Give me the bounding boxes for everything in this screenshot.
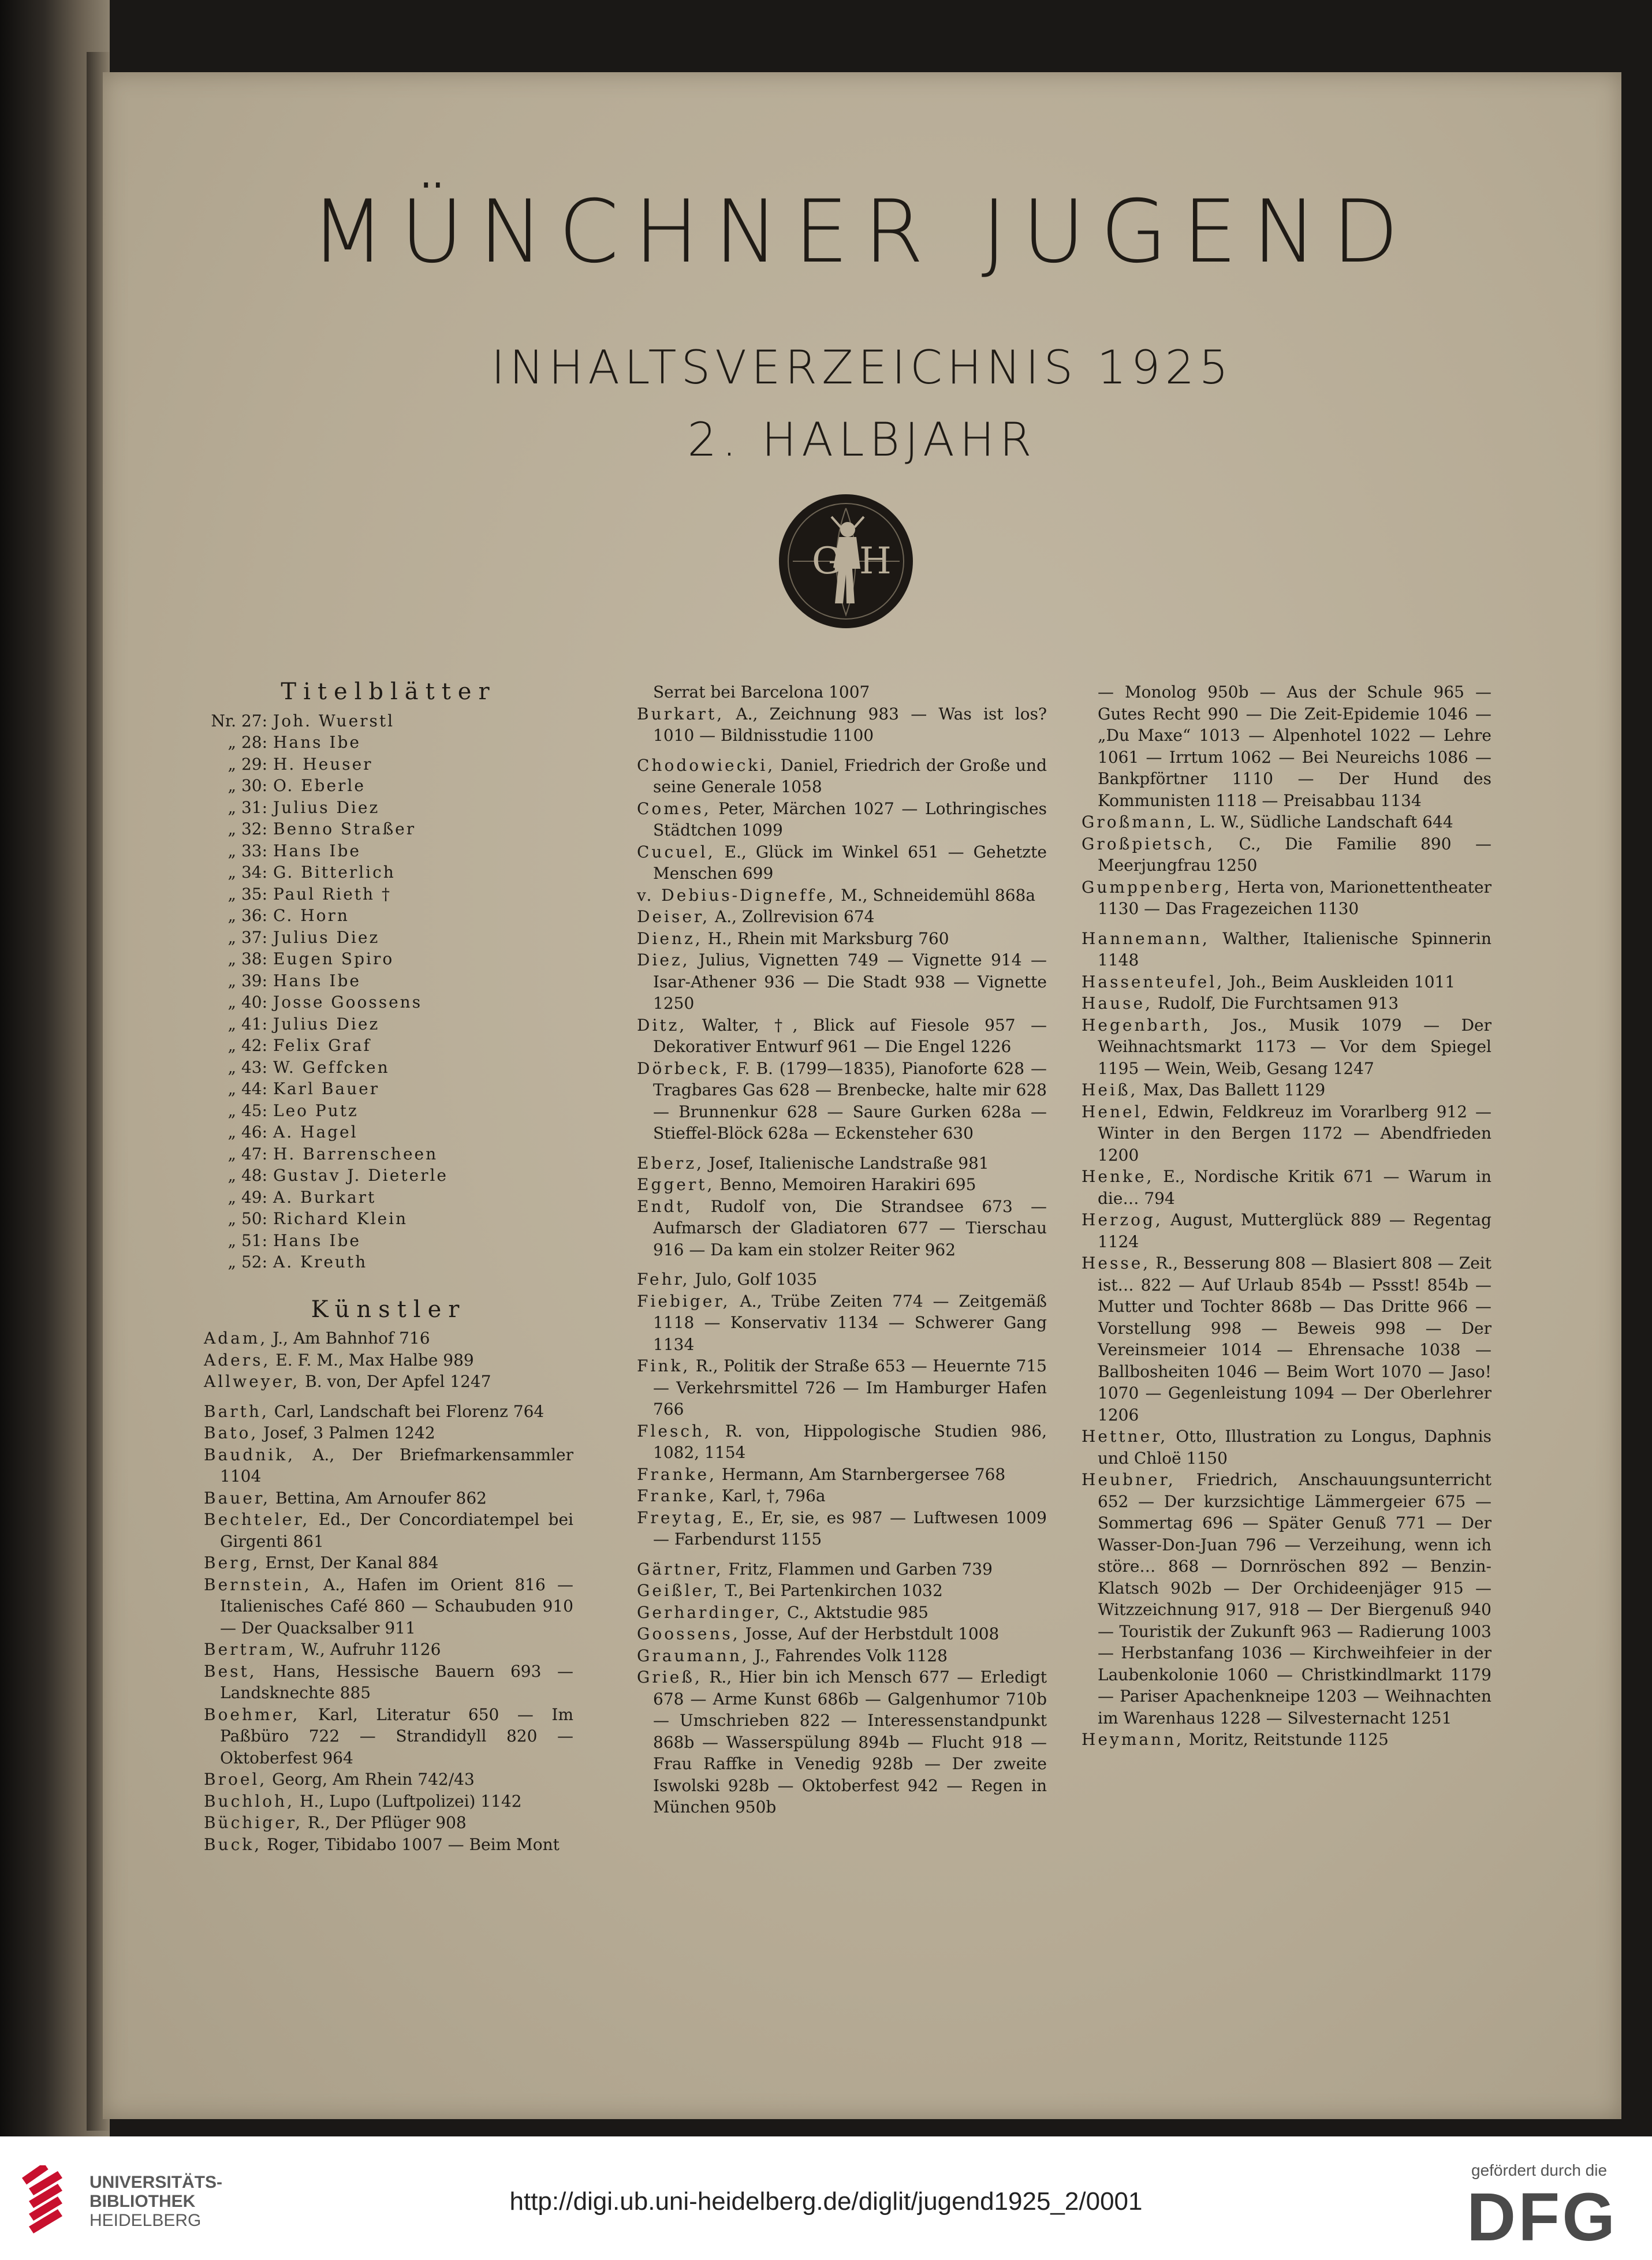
titelblatt-number: „ 47: <box>228 1144 267 1163</box>
artist-entry <box>637 1645 1047 1667</box>
artist-entry <box>637 1153 1047 1174</box>
titelblatt-number: „ 48: <box>228 1166 267 1185</box>
emblem-letter-h: H <box>859 540 892 583</box>
section-heading-kuenstler: Künstler <box>311 1296 467 1323</box>
artist-works: Rudolf von, Die Strandsee 673 — Aufmarsch der Gladiatoren 677 — Tierschau 916 — Da kam ein stolzer Reiter 962 <box>653 1196 1047 1259</box>
source-url-link[interactable]: http://digi.ub.uni-heidelberg.de/diglit/jugend1925_2/0001 <box>509 2187 1143 2216</box>
titelblatt-number: „ 40: <box>228 993 267 1012</box>
titelblatt-row <box>204 754 573 775</box>
kuenstler-list-part-2 <box>637 681 1047 1818</box>
artist-name: Barth, <box>204 1401 269 1421</box>
titelblatt-number: „ 33: <box>228 841 267 860</box>
artist-entry <box>204 1661 573 1704</box>
titelblatt-row <box>204 1057 573 1079</box>
artist-works: C., Die Familie 890 — Meerjungfrau 1250 <box>1098 834 1491 875</box>
titelblatt-row <box>204 1251 573 1273</box>
artist-works: August, Mutterglück 889 — Regentag 1124 <box>1098 1210 1491 1251</box>
emblem-letter-g: G <box>812 540 842 583</box>
page-subtitle: INHALTSVERZEICHNIS 1925 <box>491 341 1233 394</box>
artist-name: Fink, <box>637 1356 691 1375</box>
artist-name: Bato, <box>204 1423 259 1442</box>
titelblatt-row <box>204 1013 573 1035</box>
artist-name: Dörbeck, <box>637 1058 730 1078</box>
artist-works: A., Der Briefmarkensammler 1104 <box>220 1445 573 1486</box>
artist-entry <box>637 885 1047 907</box>
artist-works: Hermann, Am Starnbergersee 768 <box>716 1464 1006 1484</box>
artist-entry <box>637 1602 1047 1624</box>
artist-works: Karl, Literatur 650 — Im Paßbüro 722 — Strandidyll 820 — Oktoberfest 964 <box>220 1705 573 1767</box>
artist-name: Eberz, <box>637 1153 704 1173</box>
artist-entry <box>637 1485 1047 1507</box>
artist-works: B. von, Der Apfel 1247 <box>300 1372 491 1391</box>
titelblatt-artist: Richard Klein <box>273 1209 408 1228</box>
page-title: MÜNCHNER JUGEND <box>310 182 1414 282</box>
titelblatt-artist: H. Barrenscheen <box>273 1144 438 1163</box>
titelblatt-row <box>204 732 573 754</box>
artist-entry <box>204 1422 573 1444</box>
gh-emblem-icon <box>778 494 914 629</box>
titelblatt-artist: Julius Diez <box>273 927 380 947</box>
artist-entry <box>637 928 1047 950</box>
kuenstler-list-part-1 <box>204 1327 573 1855</box>
artist-name: Hettner, <box>1082 1427 1168 1446</box>
artist-entry <box>1082 833 1491 877</box>
artist-name: Franke, <box>637 1464 717 1484</box>
artist-name: Gärtner, <box>637 1559 724 1579</box>
artist-entry <box>637 1355 1047 1420</box>
titelblatt-artist: Joh. Wuerstl <box>273 711 395 730</box>
artist-works: Friedrich, Anschauungsunterricht 652 — Der kurzsichtige Lämmergeier 675 — Sommertag 696 — Später Genuß 771 — Der Wasser-Don-Juan 796 — Verzeihung, wenn ich störe… 868 — Dornröschen 892 — Benzin-Klatsch 902b — Der Orchideenjäger 915 — Witzzeichnung 917, 918 — Der Biergenuß 940 — Touristik der Zukunft 963 — Radierung 1003 — Herbstanfang 1036 — Kirchweihfeier in der Laubenkolonie 1060 — Christkindlmarkt 1179 — Pariser Apachenkneipe 1203 — Weihnachten im Warenhaus 1228 — Silvesternacht 1251 <box>1098 1470 1491 1728</box>
titelblatt-row <box>204 862 573 883</box>
artist-works: C., Aktstudie 985 <box>782 1602 928 1622</box>
footer-bar <box>0 2136 1652 2260</box>
artist-works: Joh., Beim Auskleiden 1011 <box>1224 972 1456 991</box>
sponsor-label: gefördert durch die <box>1471 2161 1608 2179</box>
titelblatt-row <box>204 1100 573 1122</box>
titelblatt-artist: Hans Ibe <box>273 841 361 860</box>
artist-entry <box>637 1015 1047 1058</box>
section-heading-titelblaetter: Titelblätter <box>281 678 497 705</box>
artist-name: Fehr, <box>637 1270 690 1289</box>
artist-works: L. W., Südliche Landschaft 644 <box>1194 812 1453 831</box>
artist-name: Bertram, <box>204 1640 296 1659</box>
artist-works: F. B. (1799—1835), Pianoforte 628 — Tragbares Gas 628 — Brenbecke, halte mir 628 — Brunnenkur 628 — Saure Gurken 628a — Stieffel-Blöck 628a — Eckensteher 630 <box>653 1058 1047 1143</box>
artist-name: Boehmer, <box>204 1705 300 1724</box>
artist-works: Bettina, Am Arnoufer 862 <box>270 1488 487 1508</box>
titelblatt-number: „ 36: <box>228 906 267 925</box>
artist-works: R., Der Pflüger 908 <box>302 1813 467 1832</box>
titelblatt-row <box>204 948 573 970</box>
artist-name: Bechteler, <box>204 1510 310 1529</box>
artist-entry <box>637 1507 1047 1550</box>
artist-works: J., Fahrendes Volk 1128 <box>749 1646 948 1665</box>
artist-name: Chodowiecki, <box>637 755 775 775</box>
artist-works: Peter, Märchen 1027 — Lothringisches Städtchen 1099 <box>653 799 1047 840</box>
artist-works: Josef, 3 Palmen 1242 <box>258 1423 435 1442</box>
artist-works: A., Zeichnung 983 — Was ist los? 1010 — Bildnisstudie 1100 <box>653 704 1047 745</box>
library-line-3: HEIDELBERG <box>90 2211 202 2230</box>
titelblatt-number: „ 45: <box>228 1101 267 1120</box>
artist-entry <box>1082 1469 1491 1729</box>
titelblatt-row <box>204 1035 573 1057</box>
titelblatt-number: Nr. 27: <box>211 711 267 730</box>
artist-entry <box>637 755 1047 798</box>
artist-works: Edwin, Feldkreuz im Vorarlberg 912 — Winter in den Bergen 1172 — Abendfrieden 1200 <box>1098 1102 1491 1165</box>
artist-entry <box>1082 1729 1491 1751</box>
titelblatt-row <box>204 927 573 949</box>
artist-name: Hegenbarth, <box>1082 1015 1211 1035</box>
artist-works: Julius, Vignetten 749 — Vignette 914 — Isar-Athener 936 — Die Stadt 938 — Vignette 1250 <box>653 950 1047 1013</box>
titelblatt-number: „ 39: <box>228 971 267 990</box>
artist-entry <box>637 1269 1047 1291</box>
titelblatt-artist: G. Bitterlich <box>273 863 396 882</box>
titelblatt-artist: Benno Straßer <box>273 819 416 838</box>
artist-name: Ditz, <box>637 1015 687 1035</box>
artist-entry <box>204 1444 573 1487</box>
titelblatt-artist: Paul Rieth † <box>273 884 391 904</box>
dfg-logo-icon: DFG <box>1467 2179 1618 2255</box>
index-column-3 <box>1082 681 1491 1751</box>
artist-name: Buck, <box>204 1834 262 1854</box>
titelblatt-row <box>204 1078 573 1100</box>
artist-name: Aders, <box>204 1350 271 1370</box>
titelblatt-number: „ 42: <box>228 1036 267 1055</box>
artist-name: Franke, <box>637 1486 717 1505</box>
artist-entry <box>637 681 1047 703</box>
artist-works: R., Besserung 808 — Blasiert 808 — Zeit ist… 822 — Auf Urlaub 854b — Pssst! 854b — Mutter und Tochter 868b — Das Dritte 966 — Vorstellung 998 — Beweis 998 — Der Vereinsmeier 1014 — Ehrensache 1038 — Ballbosheiten 1046 — Beim Wort 1070 — Jaso! 1070 — Gegenleistung 1094 — Der Oberlehrer 1206 <box>1098 1254 1491 1424</box>
titelblatt-artist: Gustav J. Dieterle <box>273 1166 448 1185</box>
artist-entry <box>1082 681 1491 811</box>
artist-name: Heymann, <box>1082 1730 1184 1749</box>
artist-entry <box>204 1371 573 1393</box>
artist-works: E., Glück im Winkel 651 — Gehetzte Menschen 699 <box>653 842 1047 883</box>
artist-entry <box>637 1464 1047 1486</box>
artist-works: Jos., Musik 1079 — Der Weihnachtsmarkt 1173 — Vor dem Spiegel 1195 — Wein, Weib, Gesang 1247 <box>1098 1015 1491 1078</box>
titelblatt-number: „ 31: <box>228 797 267 817</box>
artist-entry <box>204 1327 573 1349</box>
artist-entry <box>204 1704 573 1769</box>
titelblatt-row <box>204 797 573 819</box>
titelblatt-number: „ 35: <box>228 884 267 904</box>
artist-works: M., Schneidemühl 868a <box>836 885 1036 905</box>
artist-name: Freytag, <box>637 1508 725 1527</box>
titelblatt-number: „ 32: <box>228 819 267 838</box>
titelblatt-row <box>204 991 573 1013</box>
titelblatt-row <box>204 1230 573 1252</box>
titelblatt-row <box>204 818 573 840</box>
artist-entry <box>637 949 1047 1015</box>
artist-works: A., Zollrevision 674 <box>710 907 875 926</box>
titelblatt-artist: Hans Ibe <box>273 1230 361 1250</box>
artist-works: Ernst, Der Kanal 884 <box>260 1553 439 1572</box>
titelblatt-number: „ 50: <box>228 1209 267 1228</box>
artist-name: Grieß, <box>637 1668 702 1687</box>
artist-entry <box>637 1580 1047 1602</box>
artist-works: H., Lupo (Luftpolizei) 1142 <box>294 1791 522 1811</box>
titelblatt-number: „ 28: <box>228 733 267 752</box>
artist-works: T., Bei Partenkirchen 1032 <box>719 1581 943 1600</box>
library-line-2: BIBLIOTHEK <box>90 2192 196 2211</box>
artist-entry <box>1082 993 1491 1015</box>
artist-entry <box>637 703 1047 747</box>
artist-name: Baudnik, <box>204 1445 296 1464</box>
artist-entry <box>204 1401 573 1423</box>
titelblatt-row <box>204 1187 573 1209</box>
titelblatt-number: „ 46: <box>228 1122 267 1142</box>
artist-name: Großmann, <box>1082 812 1195 831</box>
artist-name: Gumppenberg, <box>1082 877 1232 897</box>
index-column-2 <box>637 681 1047 1818</box>
artist-works: Julo, Golf 1035 <box>689 1270 818 1289</box>
artist-entry <box>204 1812 573 1834</box>
titelblatt-number: „ 43: <box>228 1057 267 1077</box>
artist-name: Graumann, <box>637 1646 749 1665</box>
artist-name: Bauer, <box>204 1488 271 1508</box>
artist-works: Serrat bei Barcelona 1007 <box>653 683 870 702</box>
artist-entry <box>637 841 1047 885</box>
titelblatt-artist: Eugen Spiro <box>273 949 394 968</box>
titelblatt-row <box>204 970 573 992</box>
artist-entry <box>1082 928 1491 971</box>
artist-name: Comes, <box>637 799 711 818</box>
artist-name: Heiß, <box>1082 1080 1138 1099</box>
artist-name: Hause, <box>1082 994 1153 1013</box>
artist-name: Eggert, <box>637 1175 715 1194</box>
artist-name: Herzog, <box>1082 1210 1163 1229</box>
artist-works: Moritz, Reitstunde 1125 <box>1184 1730 1389 1749</box>
titelblatt-number: „ 51: <box>228 1230 267 1250</box>
artist-works: Fritz, Flammen und Garben 739 <box>723 1559 993 1579</box>
titelblatt-artist: A. Kreuth <box>273 1252 368 1271</box>
kuenstler-list-part-3 <box>1082 681 1491 1751</box>
artist-entry <box>1082 1101 1491 1166</box>
artist-entry <box>1082 877 1491 920</box>
artist-works: Herta von, Marionettentheater 1130 — Das Fragezeichen 1130 <box>1098 877 1491 918</box>
artist-entry <box>204 1834 573 1856</box>
artist-works: A., Hafen im Orient 816 — Italienisches Café 860 — Schaubuden 910 — Der Quacksalber 911 <box>220 1575 573 1638</box>
artist-entry <box>637 1623 1047 1645</box>
artist-name: Goossens, <box>637 1624 740 1643</box>
artist-name: Henel, <box>1082 1102 1150 1121</box>
artist-works: J., Am Bahnhof 716 <box>267 1329 430 1348</box>
titelblatt-row <box>204 710 573 732</box>
titelblatt-artist: Leo Putz <box>273 1101 359 1120</box>
titelblatt-number: „ 30: <box>228 776 267 795</box>
titelblatt-number: „ 44: <box>228 1079 267 1098</box>
artist-name: Gerhardinger, <box>637 1602 782 1622</box>
artist-works: E. F. M., Max Halbe 989 <box>270 1350 474 1370</box>
artist-name: Adam, <box>204 1329 268 1348</box>
artist-entry <box>1082 1209 1491 1252</box>
titelblatt-artist: A. Hagel <box>273 1122 358 1142</box>
artist-works: Ed., Der Concordiatempel bei Girgenti 861 <box>220 1510 573 1551</box>
artist-works: Georg, Am Rhein 742/43 <box>267 1770 475 1789</box>
artist-name: Flesch, <box>637 1421 712 1441</box>
artist-entry <box>204 1639 573 1661</box>
artist-name: Hassenteufel, <box>1082 972 1225 991</box>
artist-name: Best, <box>204 1661 257 1681</box>
titelblaetter-list <box>204 710 573 1273</box>
artist-name: Diez, <box>637 950 690 969</box>
artist-name: Henke, <box>1082 1167 1154 1186</box>
artist-entry <box>1082 1166 1491 1209</box>
artist-entry <box>637 798 1047 841</box>
artist-name: Buchloh, <box>204 1791 295 1811</box>
artist-works: R., Politik der Straße 653 — Heuernte 715 — Verkehrsmittel 726 — Im Hamburger Hafen 766 <box>653 1356 1047 1419</box>
titelblatt-artist: C. Horn <box>273 906 349 925</box>
artist-entry <box>1082 1079 1491 1101</box>
artist-entry <box>204 1574 573 1639</box>
artist-name: Berg, <box>204 1553 260 1572</box>
titelblatt-number: „ 34: <box>228 863 267 882</box>
artist-entry <box>637 1174 1047 1196</box>
artist-works: Rudolf, Die Furchtsamen 913 <box>1152 994 1399 1013</box>
titelblatt-row <box>204 883 573 905</box>
artist-entry <box>637 906 1047 928</box>
titelblatt-number: „ 37: <box>228 927 267 947</box>
titelblatt-row <box>204 1143 573 1165</box>
artist-works: Walther, Italienische Spinnerin 1148 <box>1098 928 1491 969</box>
library-line-1: UNIVERSITÄTS- <box>90 2173 223 2192</box>
artist-works: W., Aufruhr 1126 <box>296 1640 441 1659</box>
artist-entry <box>637 1558 1047 1580</box>
titelblatt-artist: Julius Diez <box>273 797 380 817</box>
titelblatt-artist: Hans Ibe <box>273 971 361 990</box>
artist-entry <box>1082 1252 1491 1426</box>
artist-name: Allweyer, <box>204 1372 300 1391</box>
artist-entry <box>204 1487 573 1509</box>
titelblatt-artist: H. Heuser <box>273 754 373 774</box>
titelblatt-number: „ 29: <box>228 754 267 774</box>
index-column-1 <box>204 678 573 1855</box>
scanned-page <box>103 72 1621 2119</box>
titelblatt-row <box>204 1121 573 1143</box>
artist-name: Deiser, <box>637 907 710 926</box>
artist-entry <box>637 1666 1047 1818</box>
artist-works: R., Hier bin ich Mensch 677 — Erledigt 678 — Arme Kunst 686b — Galgenhumor 710b — Umschrieben 822 — Interessenstandpunkt 868b — Wasserspülung 894b — Flucht 918 — Frau Raffke in Venedig 928b — Der zweite Iswolski 928b — Oktoberfest 942 — Regen in München 950b <box>653 1668 1047 1817</box>
artist-entry <box>204 1552 573 1574</box>
page-halbjahr: 2. HALBJAHR <box>687 413 1037 467</box>
artist-entry <box>1082 1426 1491 1469</box>
artist-works: Josef, Italienische Landstraße 981 <box>703 1153 989 1173</box>
titelblatt-artist: W. Geffcken <box>273 1057 390 1077</box>
artist-entry <box>637 1196 1047 1261</box>
artist-works: Max, Das Ballett 1129 <box>1138 1080 1326 1099</box>
artist-works: Roger, Tibidabo 1007 — Beim Mont <box>262 1834 560 1854</box>
artist-name: Bernstein, <box>204 1575 312 1594</box>
artist-works: R. von, Hippologische Studien 986, 1082, 1154 <box>653 1421 1047 1462</box>
artist-name: Dienz, <box>637 928 703 948</box>
titelblatt-artist: O. Eberle <box>273 776 366 795</box>
titelblatt-number: „ 38: <box>228 949 267 968</box>
artist-name: Burkart, <box>637 704 725 724</box>
artist-works: Walter, †, Blick auf Fiesole 957 — Dekorativer Entwurf 961 — Die Engel 1226 <box>653 1015 1047 1056</box>
artist-works: Karl, †, 796a <box>716 1486 826 1505</box>
artist-entry <box>204 1349 573 1371</box>
titelblatt-artist: Hans Ibe <box>273 733 361 752</box>
titelblatt-row <box>204 1165 573 1187</box>
artist-works: Otto, Illustration zu Longus, Daphnis und Chloë 1150 <box>1098 1427 1491 1468</box>
artist-name: Hannemann, <box>1082 928 1210 948</box>
artist-name: Hesse, <box>1082 1254 1151 1273</box>
titelblatt-artist: Felix Graf <box>273 1036 371 1055</box>
titelblatt-artist: A. Burkart <box>273 1187 376 1207</box>
artist-name: Broel, <box>204 1770 267 1789</box>
artist-entry <box>637 1058 1047 1144</box>
artist-name: Heubner, <box>1082 1470 1176 1489</box>
artist-name: Großpietsch, <box>1082 834 1215 853</box>
artist-works: E., Er, sie, es 987 — Luftwesen 1009 — Farbendurst 1155 <box>653 1508 1047 1549</box>
artist-name: Fiebiger, <box>637 1291 730 1311</box>
artist-works: Carl, Landschaft bei Florenz 764 <box>269 1401 545 1421</box>
titelblatt-number: „ 49: <box>228 1187 267 1207</box>
titelblatt-number: „ 52: <box>228 1252 267 1271</box>
artist-entry <box>1082 971 1491 993</box>
artist-entry <box>204 1769 573 1791</box>
titelblatt-row <box>204 840 573 862</box>
artist-name: Cucuel, <box>637 842 715 862</box>
artist-entry <box>1082 1015 1491 1080</box>
artist-entry <box>637 1291 1047 1356</box>
artist-works: H., Rhein mit Marksburg 760 <box>702 928 949 948</box>
artist-name: v. Debius-Digneffe, <box>637 885 836 905</box>
titelblatt-row <box>204 905 573 927</box>
artist-works: — Monolog 950b — Aus der Schule 965 — Gutes Recht 990 — Die Zeit-Epidemie 1046 — „Du Maxe“ 1013 — Alpenhotel 1022 — Lehre 1061 — Irrtum 1062 — Bei Neureichs 1086 — Bankpförtner 1110 — Der Hund des Kommunisten 1118 — Preisabbau 1134 <box>1098 683 1491 810</box>
titelblatt-number: „ 41: <box>228 1014 267 1034</box>
titelblatt-row <box>204 775 573 797</box>
artist-name: Geißler, <box>637 1581 720 1600</box>
artist-works: A., Trübe Zeiten 774 — Zeitgemäß 1118 — Konservativ 1134 — Schwerer Gang 1134 <box>653 1291 1047 1354</box>
titelblatt-row <box>204 1208 573 1230</box>
artist-entry <box>204 1509 573 1552</box>
artist-entry <box>637 1420 1047 1464</box>
titelblatt-artist: Karl Bauer <box>273 1079 380 1098</box>
artist-name: Büchiger, <box>204 1813 303 1832</box>
artist-entry <box>1082 811 1491 833</box>
artist-works: Benno, Memoiren Harakiri 695 <box>714 1175 976 1194</box>
artist-works: Hans, Hessische Bauern 693 — Landsknechte 885 <box>220 1661 573 1702</box>
artist-works: Daniel, Friedrich der Große und seine Generale 1058 <box>653 755 1047 796</box>
artist-name: Endt, <box>637 1196 693 1216</box>
titelblatt-artist: Josse Goossens <box>273 993 423 1012</box>
artist-works: E., Nordische Kritik 671 — Warum in die… 794 <box>1098 1167 1491 1208</box>
artist-works: Josse, Auf der Herbstdult 1008 <box>740 1624 1000 1643</box>
artist-entry <box>204 1791 573 1813</box>
titelblatt-artist: Julius Diez <box>273 1014 380 1034</box>
